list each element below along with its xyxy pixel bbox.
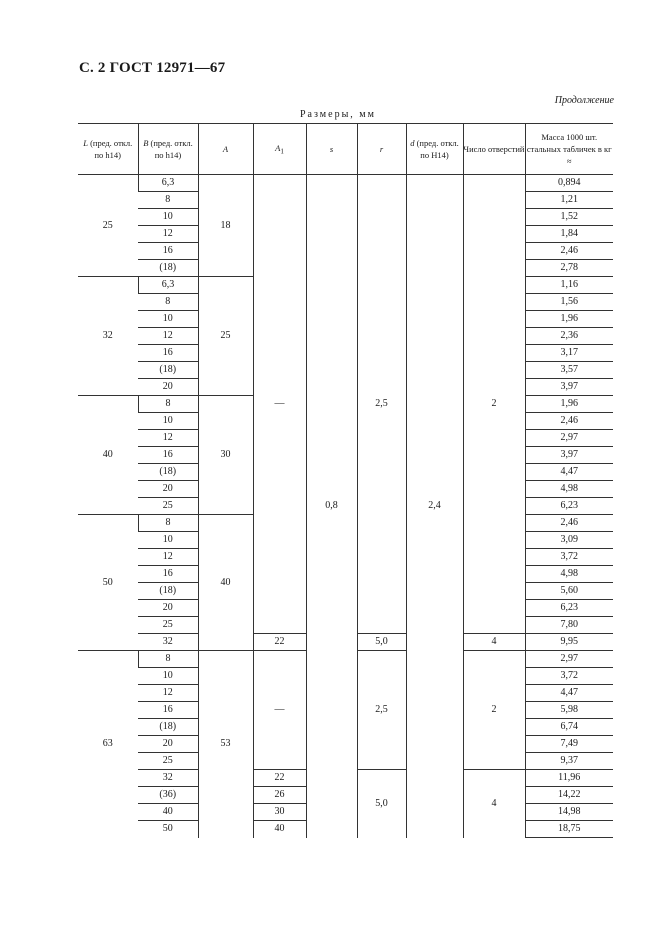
cell-B: 10 xyxy=(138,311,198,328)
cell-B: 25 xyxy=(138,498,198,515)
cell-A1: 22 xyxy=(253,634,306,651)
cell-mass: 3,72 xyxy=(525,549,613,566)
cell-B: 8 xyxy=(138,192,198,209)
cell-L: 32 xyxy=(78,277,138,396)
cell-A: 30 xyxy=(198,396,253,515)
cell-B: (18) xyxy=(138,719,198,736)
cell-mass: 1,84 xyxy=(525,226,613,243)
cell-B: 10 xyxy=(138,668,198,685)
cell-B: 20 xyxy=(138,600,198,617)
cell-mass: 6,23 xyxy=(525,498,613,515)
cell-mass: 2,97 xyxy=(525,651,613,668)
cell-B: 8 xyxy=(138,294,198,311)
cell-mass: 1,96 xyxy=(525,396,613,413)
cell-d: 2,4 xyxy=(406,175,463,838)
cell-r: 5,0 xyxy=(357,634,406,651)
cell-B: 10 xyxy=(138,532,198,549)
cell-s: 0,8 xyxy=(306,175,357,838)
cell-A1: — xyxy=(253,175,306,634)
cell-B: (36) xyxy=(138,787,198,804)
cell-mass: 3,17 xyxy=(525,345,613,362)
cell-B: 12 xyxy=(138,226,198,243)
cell-mass: 7,80 xyxy=(525,617,613,634)
cell-mass: 3,57 xyxy=(525,362,613,379)
cell-B: 20 xyxy=(138,379,198,396)
cell-A: 25 xyxy=(198,277,253,396)
cell-mass: 4,98 xyxy=(525,566,613,583)
cell-A1: 22 xyxy=(253,770,306,787)
cell-mass: 1,52 xyxy=(525,209,613,226)
cell-mass: 2,46 xyxy=(525,413,613,430)
cell-L: 25 xyxy=(78,175,138,277)
cell-B: 8 xyxy=(138,651,198,668)
col-header-mass: Масса 1000 шт. стальных табличек в кг ≈ xyxy=(525,124,613,175)
col-header-A1: $A_1$ xyxy=(253,124,306,175)
cell-mass: 2,78 xyxy=(525,260,613,277)
cell-B: 16 xyxy=(138,243,198,260)
cell-B: 32 xyxy=(138,770,198,787)
cell-B: 10 xyxy=(138,209,198,226)
cell-B: 6,3 xyxy=(138,277,198,294)
cell-B: 12 xyxy=(138,430,198,447)
col-header-B: B (пред. откл. по h14) xyxy=(138,124,198,175)
cell-B: (18) xyxy=(138,583,198,600)
cell-mass: 2,36 xyxy=(525,328,613,345)
cell-mass: 9,37 xyxy=(525,753,613,770)
cell-mass: 7,49 xyxy=(525,736,613,753)
continuation-note: Продолжение xyxy=(554,95,614,106)
cell-B: 16 xyxy=(138,702,198,719)
cell-mass: 14,98 xyxy=(525,804,613,821)
cell-A1: — xyxy=(253,651,306,770)
cell-r: 2,5 xyxy=(357,651,406,770)
cell-mass: 2,46 xyxy=(525,243,613,260)
cell-mass: 4,47 xyxy=(525,464,613,481)
cell-mass: 14,22 xyxy=(525,787,613,804)
cell-mass: 6,23 xyxy=(525,600,613,617)
cell-B: 25 xyxy=(138,753,198,770)
col-header-d: d (пред. откл. по H14) xyxy=(406,124,463,175)
cell-B: 16 xyxy=(138,345,198,362)
cell-mass: 11,96 xyxy=(525,770,613,787)
cell-B: 12 xyxy=(138,685,198,702)
cell-B: 16 xyxy=(138,566,198,583)
cell-mass: 18,75 xyxy=(525,821,613,838)
cell-r: 5,0 xyxy=(357,770,406,838)
cell-B: 16 xyxy=(138,447,198,464)
cell-L: 63 xyxy=(102,738,113,750)
col-header-L: L (пред. откл. по h14) xyxy=(78,124,138,175)
col-header-r: r xyxy=(357,124,406,175)
cell-L: 40 xyxy=(78,396,138,515)
cell-L: 50 xyxy=(78,515,138,651)
cell-mass: 2,46 xyxy=(525,515,613,532)
cell-mass: 1,21 xyxy=(525,192,613,209)
cell-B: (18) xyxy=(138,260,198,277)
cell-mass: 9,95 xyxy=(525,634,613,651)
cell-B: 8 xyxy=(138,515,198,532)
cell-mass: 6,74 xyxy=(525,719,613,736)
table-header-row xyxy=(78,124,613,175)
cell-B: 32 xyxy=(138,634,198,651)
cell-A1: 30 xyxy=(253,804,306,821)
cell-B: (18) xyxy=(138,362,198,379)
cell-B: 10 xyxy=(138,413,198,430)
cell-A: 40 xyxy=(198,515,253,651)
cell-A: 53 xyxy=(198,651,253,838)
cell-holes: 2 xyxy=(463,175,525,634)
cell-mass: 1,16 xyxy=(525,277,613,294)
dimensions-table xyxy=(78,123,613,838)
cell-holes: 4 xyxy=(463,770,525,838)
cell-B: 25 xyxy=(138,617,198,634)
col-header-A: A xyxy=(198,124,253,175)
cell-B: 50 xyxy=(162,823,173,835)
cell-r: 2,5 xyxy=(357,175,406,634)
col-header-s: s xyxy=(306,124,357,175)
cell-mass: 5,98 xyxy=(525,702,613,719)
cell-mass: 4,98 xyxy=(525,481,613,498)
col-header-holes: Число отверстий xyxy=(463,124,525,175)
cell-B: 12 xyxy=(138,328,198,345)
cell-mass: 3,72 xyxy=(525,668,613,685)
cell-B: 6,3 xyxy=(138,175,198,192)
cell-B: 8 xyxy=(138,396,198,413)
cell-B: 40 xyxy=(138,804,198,821)
cell-B: 20 xyxy=(138,481,198,498)
cell-A1: 26 xyxy=(253,787,306,804)
cell-mass: 2,97 xyxy=(525,430,613,447)
cell-B: 20 xyxy=(138,736,198,753)
cell-holes: 2 xyxy=(463,651,525,770)
sizes-caption: Размеры, мм xyxy=(300,109,376,120)
cell-holes: 4 xyxy=(463,634,525,651)
cell-mass: 0,894 xyxy=(525,175,613,192)
cell-mass: 3,97 xyxy=(525,379,613,396)
cell-B: (18) xyxy=(138,464,198,481)
page-title: С. 2 ГОСТ 12971—67 xyxy=(79,60,226,76)
cell-mass: 3,97 xyxy=(525,447,613,464)
cell-mass: 1,56 xyxy=(525,294,613,311)
cell-A: 18 xyxy=(198,175,253,277)
cell-mass: 1,96 xyxy=(525,311,613,328)
cell-mass: 5,60 xyxy=(525,583,613,600)
cell-mass: 4,47 xyxy=(525,685,613,702)
cell-A1: 40 xyxy=(253,821,306,838)
cell-B: 12 xyxy=(138,549,198,566)
cell-mass: 3,09 xyxy=(525,532,613,549)
